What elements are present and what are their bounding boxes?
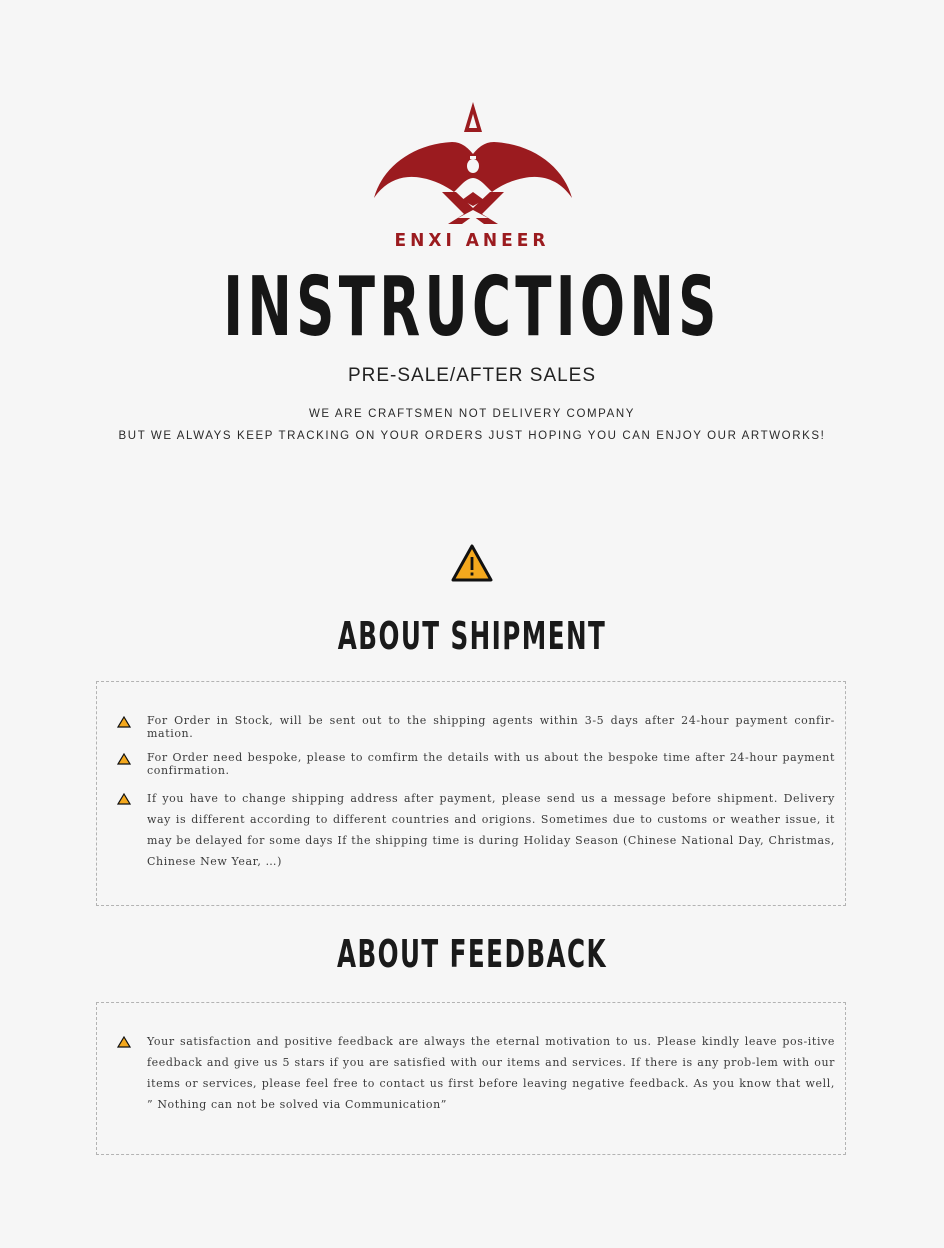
- warning-triangle-icon: [117, 716, 131, 728]
- shipment-item-text: For Order in Stock, will be sent out to the shipping agents within 3-5 days after 24-hour payment confir-mation.: [147, 714, 835, 740]
- warning-triangle-icon: [117, 753, 131, 765]
- brand-name: ENXI ANEER: [394, 230, 550, 252]
- shipment-heading: ABOUT SHIPMENT: [337, 614, 607, 658]
- warning-triangle-icon: [117, 793, 131, 805]
- warning-triangle-icon: [451, 544, 493, 582]
- page-subtitle: PRE-SALE/AFTER SALES: [347, 365, 597, 386]
- shipment-box: [96, 681, 846, 906]
- feedback-heading: ABOUT FEEDBACK: [336, 932, 608, 976]
- warning-triangle-icon: [117, 1036, 131, 1048]
- tagline-2: BUT WE ALWAYS KEEP TRACKING ON YOUR ORDERS JUST HOPING YOU CAN ENJOY OUR ARTWORKS!: [118, 430, 826, 442]
- feedback-box: [96, 1002, 846, 1155]
- bat-wing-logo-icon: [372, 100, 574, 226]
- page-title: INSTRUCTIONS: [223, 260, 721, 355]
- tagline-1: WE ARE CRAFTSMEN NOT DELIVERY COMPANY: [308, 408, 636, 420]
- feedback-item-text: Your satisfaction and positive feedback are always the eternal motivation to us. Please kindly leave pos-itive feedback and give us 5 stars if you are satisfied with our items and services. If there is any prob-lem with our items or services, please feel free to contact us first before leaving negative feedback. As you know that well, ” Nothing can not be solved via Communication”: [147, 1035, 835, 1111]
- shipment-item-text: If you have to change shipping address after payment, please send us a message before shipment. Delivery way is different according to different countries and origions. Sometimes due to customs or weather issue, it may be delayed for some days If the shipping time is during Holiday Season (Chinese National Day, Christmas, Chinese New Year, …): [147, 792, 835, 868]
- shipment-item-text: For Order need bespoke, please to comfirm the details with us about the bespoke time after 24-hour payment confirmation.: [147, 751, 835, 777]
